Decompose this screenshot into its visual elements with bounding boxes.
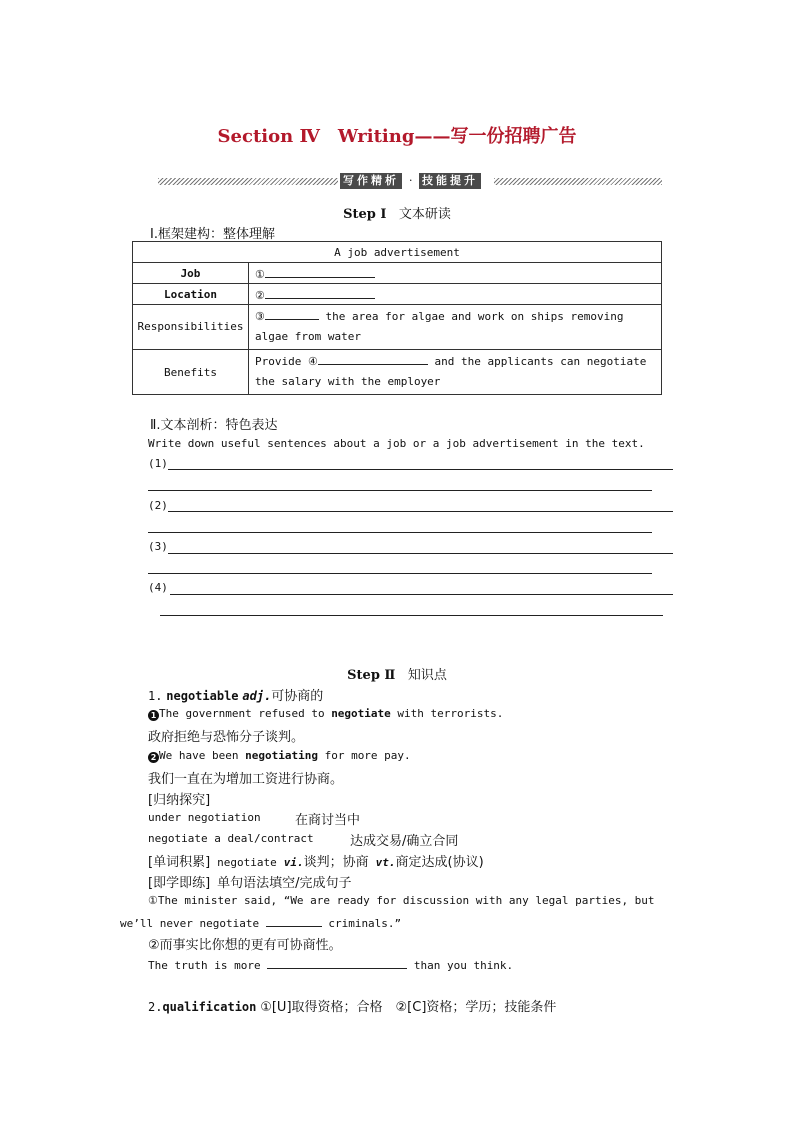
page-title: Section Ⅳ Writing——写一份招聘广告	[217, 126, 577, 147]
practice-label: [即学即练]	[148, 876, 211, 891]
banner-dot: ·	[409, 174, 413, 187]
example-1-badge: 1	[148, 710, 159, 721]
banner-label-left: 写作精析	[340, 173, 402, 189]
banner-hatch-left	[158, 178, 338, 185]
row-label-location: Location	[133, 284, 249, 305]
blank-2[interactable]	[265, 287, 375, 299]
step-1-heading	[0, 203, 794, 222]
item-1-heading	[148, 685, 323, 704]
practice-text: 单句语法填空/完成句子	[217, 876, 352, 891]
banner-label-right: 技能提升	[419, 173, 481, 189]
answer-num-4: (4)	[148, 581, 168, 594]
item-1-num: 1.	[148, 689, 163, 703]
table-row	[133, 284, 662, 305]
vocab-vi-meaning: 谈判；协商	[303, 855, 369, 870]
item-1-pos: adj.	[242, 689, 272, 703]
table-row	[133, 263, 662, 284]
vocab-vt: vt.	[375, 856, 396, 869]
blank-4[interactable]	[318, 353, 428, 365]
step-1-text: 文本研读	[398, 207, 451, 222]
answer-line-2a[interactable]	[168, 511, 673, 512]
answer-num-1: (1)	[148, 457, 168, 470]
banner-hatch-right	[494, 178, 662, 185]
practice-2-blank[interactable]	[267, 957, 407, 969]
answer-line-2b[interactable]	[148, 532, 652, 533]
item-2-num: 2.	[148, 1000, 163, 1014]
vocab-word: negotiate	[217, 856, 277, 869]
step-2-heading	[0, 664, 794, 683]
example-2-keyword: negotiating	[245, 749, 318, 762]
part-2-heading: Ⅱ.文本剖析：特色表达	[150, 418, 278, 433]
row-prefix: Provide ④	[255, 355, 318, 368]
example-2-post: for more pay.	[317, 749, 411, 762]
item-1-word: negotiable	[166, 689, 239, 703]
blank-1[interactable]	[265, 266, 375, 278]
row-num: ②	[255, 288, 265, 302]
answer-line-1a[interactable]	[168, 469, 673, 470]
item-2-meaning: ①[U]取得资格；合格 ②[C]资格；学历；技能条件	[260, 1000, 557, 1015]
phrase-1-cn: 在商讨当中	[295, 813, 361, 828]
answer-num-3: (3)	[148, 540, 168, 553]
practice-2-cn: ②而事实比你想的更有可协商性。	[148, 938, 342, 953]
step-2-label: Step Ⅱ	[347, 668, 396, 683]
blank-3[interactable]	[265, 308, 319, 320]
example-2-badge: 2	[148, 752, 159, 763]
vocab-line	[148, 851, 484, 870]
answer-line-1b[interactable]	[148, 490, 652, 491]
example-2	[148, 749, 411, 763]
practice-1-blank[interactable]	[266, 915, 322, 927]
table-header: A job advertisement	[133, 242, 662, 263]
answer-num-2: (2)	[148, 499, 168, 512]
vocab-label: [单词积累]	[148, 855, 211, 870]
phrase-1-en: under negotiation	[148, 811, 261, 824]
practice-2-post: than you think.	[407, 959, 514, 972]
answer-line-4b[interactable]	[160, 615, 663, 616]
example-1-keyword: negotiate	[331, 707, 391, 720]
table-row	[133, 350, 662, 395]
summary-label: [归纳探究]	[148, 793, 211, 808]
vocab-vi: vi.	[283, 856, 304, 869]
answer-line-4a[interactable]	[170, 594, 673, 595]
example-1-post: with terrorists.	[390, 707, 504, 720]
item-2-heading	[148, 996, 556, 1015]
example-2-translation: 我们一直在为增加工资进行协商。	[148, 772, 344, 787]
phrase-2-en: negotiate a deal/contract	[148, 832, 314, 845]
row-num: ①	[255, 267, 265, 281]
example-1-pre: The government refused to	[159, 707, 332, 720]
answer-line-3b[interactable]	[148, 573, 652, 574]
job-advert-table	[132, 241, 662, 395]
example-1-translation: 政府拒绝与恐怖分子谈判。	[148, 730, 305, 745]
practice-1-pre: we’ll never negotiate	[120, 917, 266, 930]
vocab-vt-meaning: 商定达成(协议)	[395, 855, 484, 870]
part-1-heading: Ⅰ.框架建构：整体理解	[150, 227, 275, 242]
practice-2-line	[148, 957, 513, 972]
example-2-pre: We have been	[159, 749, 246, 762]
item-2-word: qualification	[162, 1000, 257, 1014]
row-text: and the applicants can negotiate the salary with the employer	[255, 355, 647, 388]
row-label-job: Job	[133, 263, 249, 284]
phrase-2-cn: 达成交易/确立合同	[350, 834, 459, 849]
table-row	[133, 305, 662, 350]
practice-1-line-2	[120, 915, 401, 930]
practice-line	[148, 872, 352, 891]
practice-1-line-1: ①The minister said, “We are ready for discussion with any legal parties, but	[148, 894, 655, 907]
step-1-label: Step Ⅰ	[343, 207, 387, 222]
row-text: the area for algae and work on ships removing algae from water	[255, 310, 624, 343]
row-num: ③	[255, 310, 265, 323]
practice-2-pre: The truth is more	[148, 959, 268, 972]
step-2-text: 知识点	[407, 668, 447, 683]
practice-1-post: criminals.”	[321, 917, 402, 930]
part-2-instruction: Write down useful sentences about a job or a job advertisement in the text.	[148, 437, 645, 450]
answer-line-3a[interactable]	[168, 553, 673, 554]
item-1-meaning: 可协商的	[271, 689, 324, 704]
example-1	[148, 707, 503, 721]
section-banner	[158, 173, 662, 189]
row-label-responsibilities: Responsibilities	[133, 305, 249, 350]
row-label-benefits: Benefits	[133, 350, 249, 395]
